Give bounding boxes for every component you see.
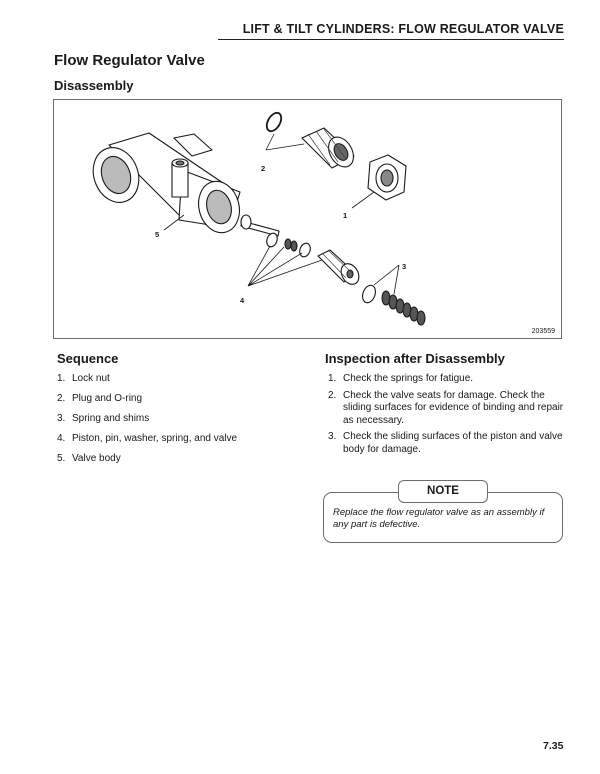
list-item: [328, 431, 564, 456]
item-text: Spring and shims: [72, 413, 150, 424]
page-title: Flow Regulator Valve: [54, 52, 205, 69]
list-item: [57, 453, 307, 466]
list-item: [328, 373, 564, 386]
callout-2: 2: [261, 164, 266, 173]
piston-part: [318, 250, 362, 288]
item-number: 1.: [57, 373, 66, 384]
item-number: 2.: [328, 389, 337, 401]
header-rule: [218, 39, 564, 40]
sequence-list: [57, 373, 307, 466]
callout-4: 4: [240, 296, 245, 305]
sequence-heading: Sequence: [57, 351, 119, 366]
shim-part: [360, 283, 377, 304]
callout-3: 3: [402, 262, 407, 271]
page-number: 7.35: [543, 740, 564, 752]
inspection-list: [328, 373, 564, 456]
callout-1: 1: [343, 211, 348, 220]
item-number: 5.: [57, 453, 66, 464]
item-text: Piston, pin, washer, spring, and valve: [72, 433, 238, 444]
valve-body-part: [86, 133, 245, 237]
small-spring-part: [285, 239, 297, 251]
item-text: Lock nut: [72, 373, 110, 384]
item-number: 1.: [328, 373, 337, 384]
item-text: Check the sliding surfaces of the piston and valve body for damage.: [343, 431, 563, 455]
item-number: 2.: [57, 393, 66, 404]
list-item: [57, 433, 307, 446]
exploded-view-drawing: [54, 100, 561, 338]
item-text: Valve body: [72, 453, 121, 464]
large-spring-part: [382, 291, 425, 325]
list-item: [57, 373, 307, 386]
note-text: Replace the flow regulator valve as an assembly if any part is defective.: [333, 507, 545, 530]
list-item: [57, 393, 307, 406]
washer-part: [298, 242, 312, 259]
running-header: LIFT & TILT CYLINDERS: FLOW REGULATOR VALVE: [242, 22, 564, 36]
figure-id: 203559: [531, 328, 555, 335]
section-subtitle: Disassembly: [54, 78, 134, 93]
plug-part: [302, 128, 359, 171]
inspection-heading: Inspection after Disassembly: [325, 351, 505, 366]
note-label: NOTE: [398, 480, 488, 503]
item-number: 3.: [57, 413, 66, 424]
list-item: [328, 390, 564, 428]
item-text: Check the valve seats for damage. Check the sliding surfaces for evidence of binding and repair as necessary.: [343, 389, 564, 426]
item-text: Plug and O-ring: [72, 393, 143, 404]
item-number: 4.: [57, 433, 66, 444]
item-text: Check the springs for fatigue.: [343, 373, 474, 384]
callout-5: 5: [155, 230, 160, 239]
list-item: [57, 413, 307, 426]
exploded-view-figure: [53, 99, 562, 339]
o-ring-part: [264, 110, 284, 133]
lock-nut-part: [368, 155, 406, 200]
item-number: 3.: [328, 431, 337, 442]
